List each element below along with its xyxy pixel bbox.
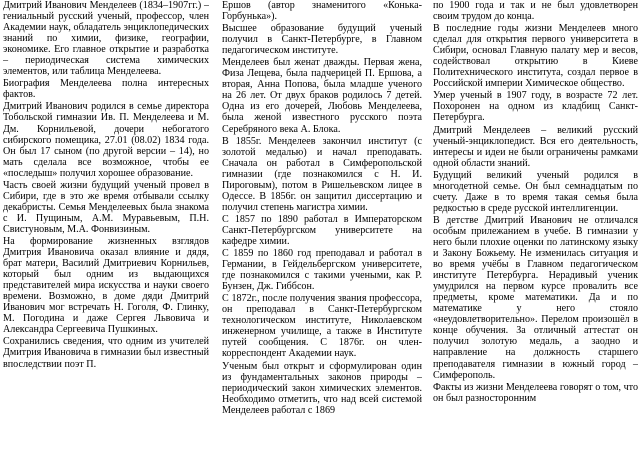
paragraph-uncle: На формирование жизненных взглядов Дмитрия Ивановича оказал влияние и дядя, брат матери, Василий Дмитриевич Корнильев, который был одним из выдающихся представителей мира искусства и науки своего времени. Возможно, в доме дяди Дмитрий Иванович мог встречать Н. Гоголя, Ф. Глинку, М. Погодина и даже Сергея Львовича и Александра Сергеевича Пушкиных. [3, 235, 209, 336]
paragraph-encyclopedist: Дмитрий Менделеев – великий русский ученый-энциклопедист. Вся его деятельность, интересы и идеи не были ограничены рамками одной области знаний. [433, 124, 638, 169]
paragraph-germany: С 1859 по 1860 год преподавал и работал в Германии, в Гейдельбергском университете, где познакомился с такими учеными, как Р. Бунзен, Дж. Гиббсон. [222, 248, 422, 293]
text-column-right [433, 0, 638, 452]
paragraph-death: Умер ученый в 1907 году, в возрасте 72 лет. Похоронен на одном из кладбищ Санкт-Петербурга. [433, 90, 638, 124]
paragraph-university: С 1857 по 1890 работал в Императорском Санкт-Петербургском университете на кафедре химии. [222, 213, 422, 247]
paragraph-ershov: Ершов (автор знаменитого «Конька-Горбунька»). [222, 0, 422, 23]
paragraph-facts-lead: Биография Менделеева полна интересных фактов. [3, 78, 209, 101]
paragraph-unsatisfied: по 1900 года и так и не был удовлетворен своим трудом до конца. [433, 0, 638, 23]
paragraph-versatile: Факты из жизни Менделеева говорят о том, что он был разносторонним [433, 381, 638, 404]
text-column-middle [222, 0, 422, 452]
paragraph-professor: С 1872г., после получения звания профессора, он преподавал в Санкт-Петербургском технологическом институте, Николаевском инженерном училище, а также в Институте путей сообщения. С 1876г. он член-корреспондент Академии наук. [222, 293, 422, 360]
paragraph-birth: Дмитрий Иванович родился в семье директора Тобольской гимназии Ив. П. Менделеева и М. Дм. Корнильевой, дочери небогатого сибирского помещика, 27.01 (08.02) 1834 года. Он был 17 сыном (по другой версии – 14), но мать сделала все возможное, чтобы ее «последыш» получил хорошее образование. [3, 101, 209, 179]
paragraph-siberia: Часть своей жизни будущий ученый провел в Сибири, где в это же время отбывали ссылку декабристы. Семья Менделеевых была знакома с И. Пущиным, А.М. Муравьевым, П.Н. Свистуновым, М.А. Фонвизиным. [3, 179, 209, 235]
paragraph-periodic-law: Ученым был открыт и сформулирован один из фундаментальных законов природы – периодический закон химических элементов. Необходимо отметить, что над всей системой Менделеев работал с 1869 [222, 360, 422, 416]
paragraph-education: Высшее образование будущий ученый получил в Санкт-Петербурге, в Главном педагогическом институте. [222, 23, 422, 57]
paragraph-1855: В 1855г. Менделеев закончил институт (с золотой медалью) и начал преподавать. Сначала он работал в Симферопольской гимназии (где познакомился с Н. И. Пироговым), потом в Ришельевском лицее в Одессе. В 1856г. он защитил диссертацию и получил степень магистра химии. [222, 135, 422, 213]
paragraph-marriage: Менделеев был женат дважды. Первая жена, Физа Лещева, была падчерицей П. Ершова, а вторая, Анна Попова, была младше ученого на 26 лет. От двух браков родилось 7 детей. Одна из его дочерей, Любовь Менделеева, была женой известного русского поэта Серебряного века А. Блока. [222, 57, 422, 135]
text-column-left [3, 0, 209, 452]
paragraph-large-family: Будущий великий ученый родился в многодетной семье. Он был семнадцатым по счету. Даже в то время такая семья была редкостью в среде русской интеллигенции. [433, 169, 638, 214]
paragraph-intro: Дмитрий Иванович Менделеев (1834–1907гг.) – гениальный русский ученый, профессор, член Академии наук, обладатель энциклопедических знаний по химии, физике, географии, экономике. Его главное открытие и разработка – периодическая система химических элементов, или таблица Менделеева. [3, 0, 209, 78]
paragraph-teacher: Сохранились сведения, что одним из учителей Дмитрия Ивановича в гимназии был известный впоследствии поэт П. [3, 336, 209, 370]
paragraph-childhood-study: В детстве Дмитрий Иванович не отличался особым прилежанием в учебе. В гимназии у него были плохие оценки по латинскому языку и Закону Божьему. Не изменилась ситуация и во время учёбы в Главном педагогическом институте Петербурга. Нерадивый ученик умудрился на первом курсе провалить все предметы, кроме математики. Да и по математике у него стояло «неудовлетворительно». Перелом произошёл в конце обучения. За отличный аттестат он получил золотую медаль, а заодно и направление на должность старшего преподавателя гимназии в южный город – Симферополь. [433, 214, 638, 381]
paragraph-last-years: В последние годы жизни Менделеев много сделал для открытия первого университета в Сибири, основал Главную палату мер и весов, содействовал открытию в Киеве Политехнического института, создал первое в Российской империи Химическое общество. [433, 23, 638, 90]
